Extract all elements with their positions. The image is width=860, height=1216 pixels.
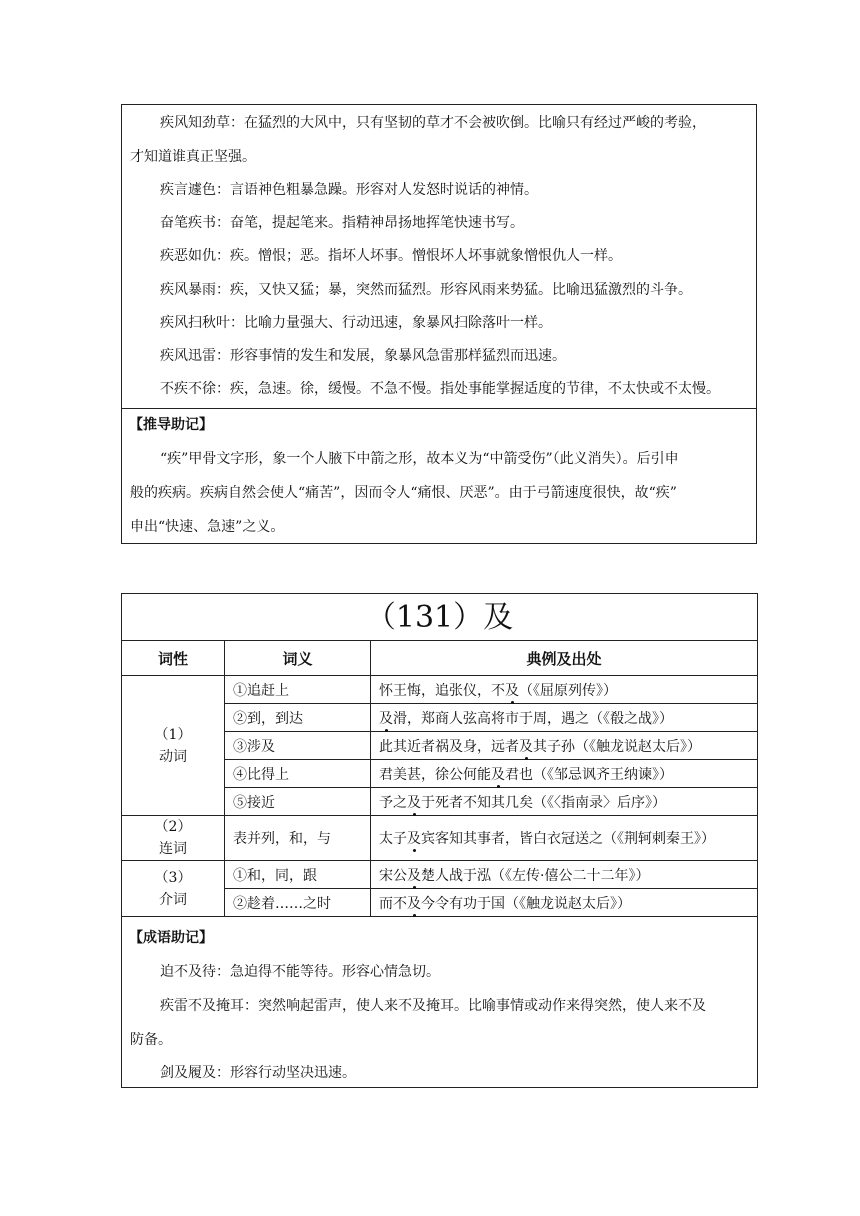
meaning-cell: ⑤接近 bbox=[225, 788, 371, 816]
pos-name: 连词 bbox=[159, 841, 187, 857]
example-cell bbox=[371, 760, 758, 788]
meaning-cell: ①和，同，跟 bbox=[225, 861, 371, 889]
meaning-cell: ④比得上 bbox=[225, 760, 371, 788]
entry-box bbox=[121, 593, 758, 1088]
example-text: 而不 bbox=[379, 895, 407, 912]
table-row bbox=[122, 676, 758, 704]
example-text: （《屈原列传》） bbox=[519, 682, 617, 699]
example-text: 宾客知其事者，皆白衣冠送之（《荆轲刺秦王》） bbox=[421, 831, 715, 847]
keyword: 及 bbox=[379, 708, 393, 728]
idiom-line: 迫不及待：急迫得不能等待。形容心情急切。 bbox=[160, 964, 440, 980]
keyword: 及 bbox=[491, 764, 505, 784]
example-cell bbox=[371, 704, 758, 732]
previous-entry-box bbox=[121, 104, 757, 544]
keyword: 及 bbox=[407, 893, 421, 913]
example-text: 于死者不知其几矣（《〈指南录〉后序》） bbox=[421, 794, 666, 811]
idiom-line: 疾雷不及掩耳：突然响起雷声，使人来不及掩耳。比喻事情或动作来得突然，使人来不及 bbox=[160, 998, 706, 1014]
pos-cell bbox=[122, 816, 225, 861]
idiom-line: 不疾不徐：疾，急速。徐，缓慢。不急不慢。指处事能掌握适度的节律，不太快或不太慢。 bbox=[160, 381, 720, 397]
keyword: 及 bbox=[407, 865, 421, 885]
pos-number: （2） bbox=[154, 819, 192, 835]
idiom-line: 防备。 bbox=[130, 1032, 172, 1048]
example-text: 君美甚，徐公何能 bbox=[379, 766, 491, 783]
idiom-line: 疾恶如仇：疾。憎恨；恶。指坏人坏事。憎恨坏人坏事就象憎恨仇人一样。 bbox=[160, 248, 622, 264]
example-text: 此其近者祸及身，远者 bbox=[379, 738, 519, 755]
pos-number: （3） bbox=[154, 869, 192, 886]
example-cell bbox=[371, 732, 758, 760]
header-pos: 词性 bbox=[122, 641, 225, 676]
meaning-cell: ②趁着……之时 bbox=[225, 889, 371, 917]
idiom-line: 疾风知劲草：在猛烈的大风中，只有坚韧的草才不会被吹倒。比喻只有经过严峻的考验， bbox=[160, 115, 706, 131]
table-header-row bbox=[122, 641, 758, 676]
header-meaning: 词义 bbox=[225, 641, 371, 676]
mnemonic-line: “疾”甲骨文字形，象一个人腋下中箭之形，故本义为“中箭受伤”（此义消失）。后引申 bbox=[160, 451, 679, 467]
idiom-line: 奋笔疾书：奋笔，提起笔来。指精神昂扬地挥笔快速书写。 bbox=[160, 215, 524, 231]
mnemonic-line: 般的疾病。疾病自然会使人“痛苦”，因而令人“痛恨、厌恶”。由于弓箭速度很快，故“疾” bbox=[130, 485, 677, 501]
idiom-heading: 【成语助记】 bbox=[129, 930, 213, 946]
meaning-cell: ③涉及 bbox=[225, 732, 371, 760]
example-text: 太子 bbox=[379, 831, 407, 847]
example-text: 滑，郑商人弦高将市于周，遇之（《殽之战》） bbox=[393, 710, 673, 727]
pos-cell bbox=[122, 861, 225, 917]
table-row bbox=[122, 816, 758, 861]
keyword: 及 bbox=[407, 792, 421, 812]
example-cell bbox=[371, 861, 758, 889]
pos-name: 介词 bbox=[159, 891, 187, 908]
example-text: 予之 bbox=[379, 794, 407, 811]
example-text: 怀王悔，追张仪，不 bbox=[379, 682, 505, 699]
table-row bbox=[122, 861, 758, 889]
idiom-line: 剑及履及：形容行动坚决迅速。 bbox=[160, 1065, 356, 1081]
keyword: 及 bbox=[505, 680, 519, 700]
keyword: 及 bbox=[519, 736, 533, 756]
header-example: 典例及出处 bbox=[371, 641, 758, 676]
meaning-cell: 表并列，和，与 bbox=[225, 816, 371, 861]
idiom-mnemonic-section bbox=[122, 923, 757, 1088]
example-text: 其子孙（《触龙说赵太后》） bbox=[533, 738, 701, 755]
meaning-table bbox=[121, 640, 758, 917]
meaning-cell: ①追赶上 bbox=[225, 676, 371, 704]
idiom-line: 疾风迅雷：形容事情的发生和发展，象暴风急雷那样猛烈而迅速。 bbox=[160, 348, 566, 364]
example-cell bbox=[371, 816, 758, 861]
idiom-line: 疾言遽色：言语神色粗暴急躁。形容对人发怒时说话的神情。 bbox=[160, 182, 538, 198]
idiom-line: 才知道谁真正坚强。 bbox=[130, 149, 256, 165]
example-text: 君也（《邹忌讽齐王纳谏》） bbox=[505, 766, 673, 783]
mnemonic-line: 申出“快速、急速”之义。 bbox=[130, 519, 285, 535]
meaning-cell: ②到，到达 bbox=[225, 704, 371, 732]
mnemonic-heading: 【推导助记】 bbox=[129, 417, 213, 433]
idiom-list bbox=[122, 105, 756, 409]
idiom-line: 疾风扫秋叶：比喻力量强大、行动迅速，象暴风扫除落叶一样。 bbox=[160, 315, 552, 331]
example-cell bbox=[371, 676, 758, 704]
idiom-line: 疾风暴雨：疾，又快又猛；暴，突然而猛烈。形容风雨来势猛。比喻迅猛激烈的斗争。 bbox=[160, 282, 692, 298]
example-cell bbox=[371, 788, 758, 816]
example-text: 今令有功于国（《触龙说赵太后》） bbox=[421, 895, 631, 912]
example-text: 宋公 bbox=[379, 867, 407, 884]
pos-name: 动词 bbox=[159, 748, 187, 765]
keyword: 及 bbox=[407, 828, 421, 848]
entry-title: （131）及 bbox=[122, 594, 757, 641]
example-text: 楚人战于泓（《左传·僖公二十二年》） bbox=[421, 867, 650, 884]
pos-cell bbox=[122, 676, 225, 816]
pos-number: （1） bbox=[154, 726, 192, 743]
example-cell bbox=[371, 889, 758, 917]
